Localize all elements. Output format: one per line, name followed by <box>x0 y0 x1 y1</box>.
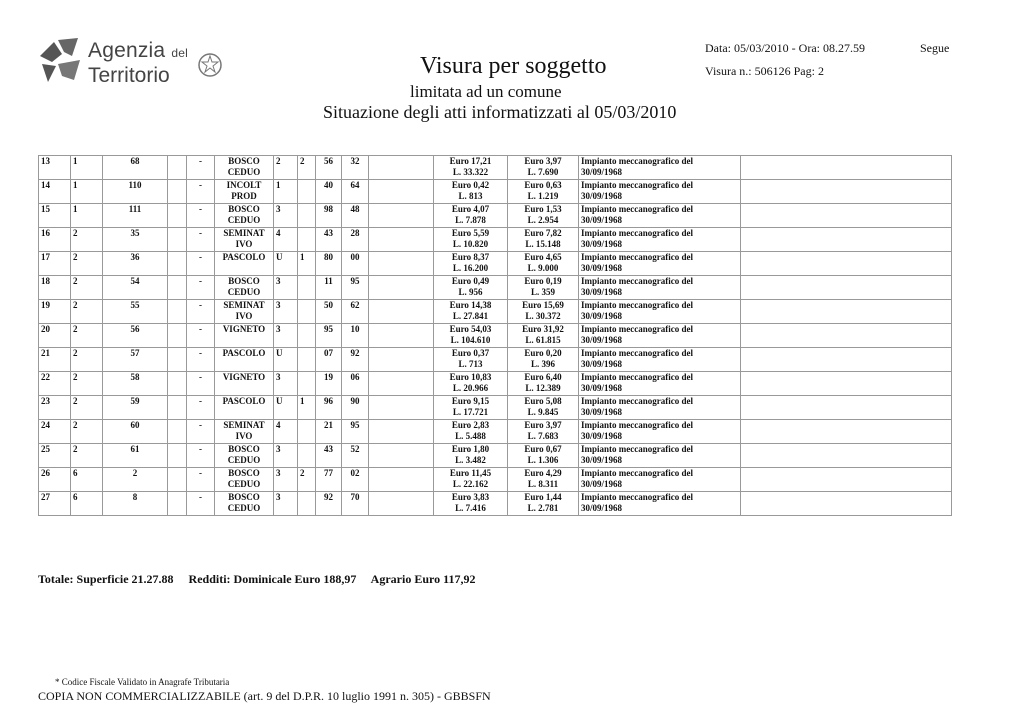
table-cell: Impianto meccanografico del 30/09/1968 <box>579 276 741 300</box>
table-cell: Euro 9,15 L. 17.721 <box>434 396 508 420</box>
table-cell <box>168 372 187 396</box>
table-cell: Euro 0,63 L. 1.219 <box>508 180 579 204</box>
table-cell: 2 <box>71 300 103 324</box>
table-cell: - <box>187 324 215 348</box>
table-cell: Impianto meccanografico del 30/09/1968 <box>579 468 741 492</box>
table-cell: 36 <box>103 252 168 276</box>
table-cell: Impianto meccanografico del 30/09/1968 <box>579 348 741 372</box>
table-cell: 3 <box>274 492 298 516</box>
table-cell: 98 <box>316 204 342 228</box>
table-cell: Impianto meccanografico del 30/09/1968 <box>579 324 741 348</box>
table-cell: BOSCO CEDUO <box>215 204 274 228</box>
table-cell <box>369 180 434 204</box>
table-cell: SEMINAT IVO <box>215 420 274 444</box>
table-row <box>39 324 952 348</box>
table-cell: 54 <box>103 276 168 300</box>
table-cell: Euro 0,67 L. 1.306 <box>508 444 579 468</box>
table-cell <box>168 444 187 468</box>
table-cell: 95 <box>342 420 369 444</box>
table-cell: - <box>187 276 215 300</box>
table-cell <box>741 180 952 204</box>
table-cell: 96 <box>316 396 342 420</box>
table-cell: Euro 6,40 L. 12.389 <box>508 372 579 396</box>
table-cell: 95 <box>316 324 342 348</box>
table-cell: 111 <box>103 204 168 228</box>
table-cell: 60 <box>103 420 168 444</box>
table-cell: Euro 1,80 L. 3.482 <box>434 444 508 468</box>
table-cell: 3 <box>274 324 298 348</box>
table-cell: 15 <box>39 204 71 228</box>
table-cell: - <box>187 180 215 204</box>
table-cell: 3 <box>274 276 298 300</box>
table-cell: BOSCO CEDUO <box>215 468 274 492</box>
table-cell: 14 <box>39 180 71 204</box>
table-cell: VIGNETO <box>215 324 274 348</box>
table-cell: 07 <box>316 348 342 372</box>
table-cell: 00 <box>342 252 369 276</box>
table-cell: 43 <box>316 444 342 468</box>
table-cell: Impianto meccanografico del 30/09/1968 <box>579 228 741 252</box>
table-cell: INCOLT PROD <box>215 180 274 204</box>
date-time: Data: 05/03/2010 - Ora: 08.27.59 <box>705 41 865 55</box>
table-cell: Euro 17,21 L. 33.322 <box>434 156 508 180</box>
table-cell <box>369 324 434 348</box>
table-cell <box>298 228 316 252</box>
table-cell: 2 <box>71 444 103 468</box>
table-cell: 110 <box>103 180 168 204</box>
table-cell <box>369 372 434 396</box>
table-cell: Euro 0,37 L. 713 <box>434 348 508 372</box>
table-cell <box>741 444 952 468</box>
table-cell: 32 <box>342 156 369 180</box>
table-cell <box>168 204 187 228</box>
table-cell: 2 <box>274 156 298 180</box>
table-cell: 58 <box>103 372 168 396</box>
table-cell: 2 <box>71 420 103 444</box>
table-cell: 10 <box>342 324 369 348</box>
table-cell <box>741 228 952 252</box>
table-cell: 21 <box>39 348 71 372</box>
table-cell: 2 <box>71 372 103 396</box>
table-row <box>39 468 952 492</box>
table-cell: 92 <box>316 492 342 516</box>
table-cell <box>298 324 316 348</box>
table-row <box>39 204 952 228</box>
table-cell: 1 <box>71 156 103 180</box>
table-cell <box>369 156 434 180</box>
table-cell: 21 <box>316 420 342 444</box>
table-cell: 2 <box>71 324 103 348</box>
table-row <box>39 492 952 516</box>
table-cell: Euro 8,37 L. 16.200 <box>434 252 508 276</box>
table-cell: 2 <box>71 396 103 420</box>
table-cell: 4 <box>274 228 298 252</box>
table-cell: 2 <box>71 228 103 252</box>
table-cell: - <box>187 300 215 324</box>
table-cell: Impianto meccanografico del 30/09/1968 <box>579 300 741 324</box>
table-cell: 1 <box>274 180 298 204</box>
table-cell: 40 <box>316 180 342 204</box>
table-cell: Euro 0,19 L. 359 <box>508 276 579 300</box>
table-cell: Euro 4,07 L. 7.878 <box>434 204 508 228</box>
table-row <box>39 228 952 252</box>
agency-logo-icon <box>38 36 82 86</box>
table-cell: 2 <box>103 468 168 492</box>
table-cell: Impianto meccanografico del 30/09/1968 <box>579 396 741 420</box>
table-cell: 3 <box>274 372 298 396</box>
table-cell: - <box>187 348 215 372</box>
table-cell: Impianto meccanografico del 30/09/1968 <box>579 180 741 204</box>
table-cell <box>741 300 952 324</box>
agency-logo <box>38 36 238 92</box>
table-cell: 8 <box>103 492 168 516</box>
table-cell <box>741 348 952 372</box>
table-cell: 43 <box>316 228 342 252</box>
table-cell <box>369 300 434 324</box>
table-row <box>39 348 952 372</box>
table-cell: Euro 0,49 L. 956 <box>434 276 508 300</box>
table-cell: 1 <box>71 180 103 204</box>
table-cell: BOSCO CEDUO <box>215 444 274 468</box>
table-cell: - <box>187 396 215 420</box>
table-cell <box>298 180 316 204</box>
table-row <box>39 420 952 444</box>
table-row <box>39 396 952 420</box>
table-cell <box>741 420 952 444</box>
table-cell: 3 <box>274 444 298 468</box>
table-cell: Impianto meccanografico del 30/09/1968 <box>579 204 741 228</box>
copy-notice: COPIA NON COMMERCIALIZZABILE (art. 9 del D.P.R. 10 luglio 1991 n. 305) - GBBSFN <box>38 689 491 703</box>
table-cell: 27 <box>39 492 71 516</box>
table-cell: 6 <box>71 492 103 516</box>
table-cell: VIGNETO <box>215 372 274 396</box>
table-cell: U <box>274 252 298 276</box>
table-cell: Euro 0,20 L. 396 <box>508 348 579 372</box>
table-cell <box>168 300 187 324</box>
table-cell <box>298 444 316 468</box>
table-cell: BOSCO CEDUO <box>215 492 274 516</box>
table-cell <box>369 396 434 420</box>
table-cell: PASCOLO <box>215 252 274 276</box>
table-cell: SEMINAT IVO <box>215 228 274 252</box>
table-cell: 59 <box>103 396 168 420</box>
table-cell: 19 <box>39 300 71 324</box>
table-cell <box>298 276 316 300</box>
table-cell: U <box>274 396 298 420</box>
table-cell: - <box>187 372 215 396</box>
table-cell: 2 <box>71 348 103 372</box>
table-cell <box>298 372 316 396</box>
table-cell <box>369 252 434 276</box>
table-cell <box>168 492 187 516</box>
table-cell: - <box>187 420 215 444</box>
table-cell: 24 <box>39 420 71 444</box>
republic-emblem-icon <box>196 50 224 80</box>
table-cell <box>741 252 952 276</box>
table-cell <box>298 492 316 516</box>
logo-agenzia: Agenzia del <box>88 39 188 62</box>
table-cell <box>369 348 434 372</box>
totals-line <box>38 572 487 587</box>
table-cell: PASCOLO <box>215 396 274 420</box>
table-cell: 64 <box>342 180 369 204</box>
table-cell <box>741 492 952 516</box>
table-cell: 1 <box>298 396 316 420</box>
table-cell: 17 <box>39 252 71 276</box>
table-cell: Euro 2,83 L. 5.488 <box>434 420 508 444</box>
table-cell: 6 <box>71 468 103 492</box>
table-cell: 20 <box>39 324 71 348</box>
table-cell: Impianto meccanografico del 30/09/1968 <box>579 252 741 276</box>
table-row <box>39 276 952 300</box>
table-cell: 26 <box>39 468 71 492</box>
table-cell: 61 <box>103 444 168 468</box>
table-cell <box>741 276 952 300</box>
document-title: Visura per soggetto <box>420 53 607 79</box>
segue-label: Segue <box>920 41 950 55</box>
logo-territorio: Territorio <box>88 64 170 87</box>
table-row <box>39 180 952 204</box>
table-cell: 11 <box>316 276 342 300</box>
table-cell: 77 <box>316 468 342 492</box>
table-cell: Euro 5,08 L. 9.845 <box>508 396 579 420</box>
table-cell: - <box>187 228 215 252</box>
table-cell: Euro 3,83 L. 7.416 <box>434 492 508 516</box>
table-cell: Impianto meccanografico del 30/09/1968 <box>579 492 741 516</box>
table-cell: 90 <box>342 396 369 420</box>
table-cell: 92 <box>342 348 369 372</box>
table-cell <box>741 468 952 492</box>
parcels-table <box>38 155 952 516</box>
table-cell <box>168 396 187 420</box>
table-cell: - <box>187 204 215 228</box>
table-cell: Euro 1,44 L. 2.781 <box>508 492 579 516</box>
table-cell: 3 <box>274 204 298 228</box>
situation-line: Situazione degli atti informatizzati al 05/03/2010 <box>323 102 677 122</box>
table-cell: Euro 15,69 L. 30.372 <box>508 300 579 324</box>
table-cell <box>741 156 952 180</box>
table-cell: 68 <box>103 156 168 180</box>
table-cell <box>298 300 316 324</box>
table-cell: 80 <box>316 252 342 276</box>
table-cell: 13 <box>39 156 71 180</box>
table-cell <box>369 276 434 300</box>
table-cell: BOSCO CEDUO <box>215 276 274 300</box>
document-subtitle: limitata ad un comune <box>410 82 562 101</box>
table-cell <box>369 204 434 228</box>
table-cell: 50 <box>316 300 342 324</box>
table-cell: 2 <box>298 156 316 180</box>
table-cell: 02 <box>342 468 369 492</box>
table-cell <box>168 420 187 444</box>
table-row <box>39 300 952 324</box>
table-cell: Euro 4,29 L. 8.311 <box>508 468 579 492</box>
table-cell <box>369 468 434 492</box>
table-cell <box>168 228 187 252</box>
table-cell: Euro 31,92 L. 61.815 <box>508 324 579 348</box>
table-row <box>39 252 952 276</box>
table-cell: Impianto meccanografico del 30/09/1968 <box>579 444 741 468</box>
table-cell: 2 <box>298 468 316 492</box>
table-cell: Impianto meccanografico del 30/09/1968 <box>579 156 741 180</box>
table-cell <box>369 228 434 252</box>
table-cell: BOSCO CEDUO <box>215 156 274 180</box>
table-cell: 28 <box>342 228 369 252</box>
table-cell <box>168 324 187 348</box>
table-cell: Impianto meccanografico del 30/09/1968 <box>579 372 741 396</box>
table-cell: 95 <box>342 276 369 300</box>
table-cell: Impianto meccanografico del 30/09/1968 <box>579 420 741 444</box>
footnote: * Codice Fiscale Validato in Anagrafe Tributaria <box>55 677 230 687</box>
table-cell: 35 <box>103 228 168 252</box>
table-cell <box>298 348 316 372</box>
table-cell: 56 <box>316 156 342 180</box>
table-cell: 25 <box>39 444 71 468</box>
table-cell: Euro 3,97 L. 7.683 <box>508 420 579 444</box>
table-cell: Euro 0,42 L. 813 <box>434 180 508 204</box>
table-cell: 18 <box>39 276 71 300</box>
table-cell: 57 <box>103 348 168 372</box>
table-cell: 23 <box>39 396 71 420</box>
table-cell: - <box>187 492 215 516</box>
table-cell: 19 <box>316 372 342 396</box>
table-cell: Euro 11,45 L. 22.162 <box>434 468 508 492</box>
table-cell: 22 <box>39 372 71 396</box>
table-cell: 1 <box>71 204 103 228</box>
table-cell: 16 <box>39 228 71 252</box>
table-cell <box>741 372 952 396</box>
table-cell <box>298 204 316 228</box>
table-cell <box>369 444 434 468</box>
table-cell <box>741 324 952 348</box>
table-cell: 4 <box>274 420 298 444</box>
table-cell: Euro 1,53 L. 2.954 <box>508 204 579 228</box>
table-cell: Euro 4,65 L. 9.000 <box>508 252 579 276</box>
table-cell: 2 <box>71 252 103 276</box>
totale-superficie: Totale: Superficie 21.27.88 <box>38 572 174 586</box>
table-cell: 2 <box>71 276 103 300</box>
table-cell: - <box>187 156 215 180</box>
redditi-dominicale: Redditi: Dominicale Euro 188,97 <box>188 572 357 586</box>
table-cell: 70 <box>342 492 369 516</box>
table-cell: Euro 14,38 L. 27.841 <box>434 300 508 324</box>
table-row <box>39 444 952 468</box>
table-cell <box>168 348 187 372</box>
table-cell <box>168 276 187 300</box>
table-cell <box>168 468 187 492</box>
table-cell: 1 <box>298 252 316 276</box>
table-row <box>39 156 952 180</box>
table-cell <box>168 180 187 204</box>
table-cell <box>298 420 316 444</box>
table-cell: 06 <box>342 372 369 396</box>
table-cell: 52 <box>342 444 369 468</box>
table-cell <box>369 492 434 516</box>
table-row <box>39 372 952 396</box>
table-cell: U <box>274 348 298 372</box>
table-cell: Euro 10,83 L. 20.966 <box>434 372 508 396</box>
table-cell <box>741 396 952 420</box>
table-cell: SEMINAT IVO <box>215 300 274 324</box>
table-cell <box>168 252 187 276</box>
table-cell: PASCOLO <box>215 348 274 372</box>
table-cell: - <box>187 252 215 276</box>
redditi-agrario: Agrario Euro 117,92 <box>370 572 476 586</box>
visura-number: Visura n.: 506126 Pag: 2 <box>705 64 824 78</box>
table-cell: Euro 54,03 L. 104.610 <box>434 324 508 348</box>
table-cell: Euro 7,82 L. 15.148 <box>508 228 579 252</box>
table-cell: - <box>187 468 215 492</box>
table-cell: Euro 3,97 L. 7.690 <box>508 156 579 180</box>
table-cell: Euro 5,59 L. 10.820 <box>434 228 508 252</box>
table-cell: 62 <box>342 300 369 324</box>
table-cell <box>369 420 434 444</box>
table-cell <box>741 204 952 228</box>
table-cell: 55 <box>103 300 168 324</box>
table-cell: 3 <box>274 468 298 492</box>
table-cell: 56 <box>103 324 168 348</box>
table-cell: 48 <box>342 204 369 228</box>
table-cell: 3 <box>274 300 298 324</box>
table-cell <box>168 156 187 180</box>
table-cell: - <box>187 444 215 468</box>
